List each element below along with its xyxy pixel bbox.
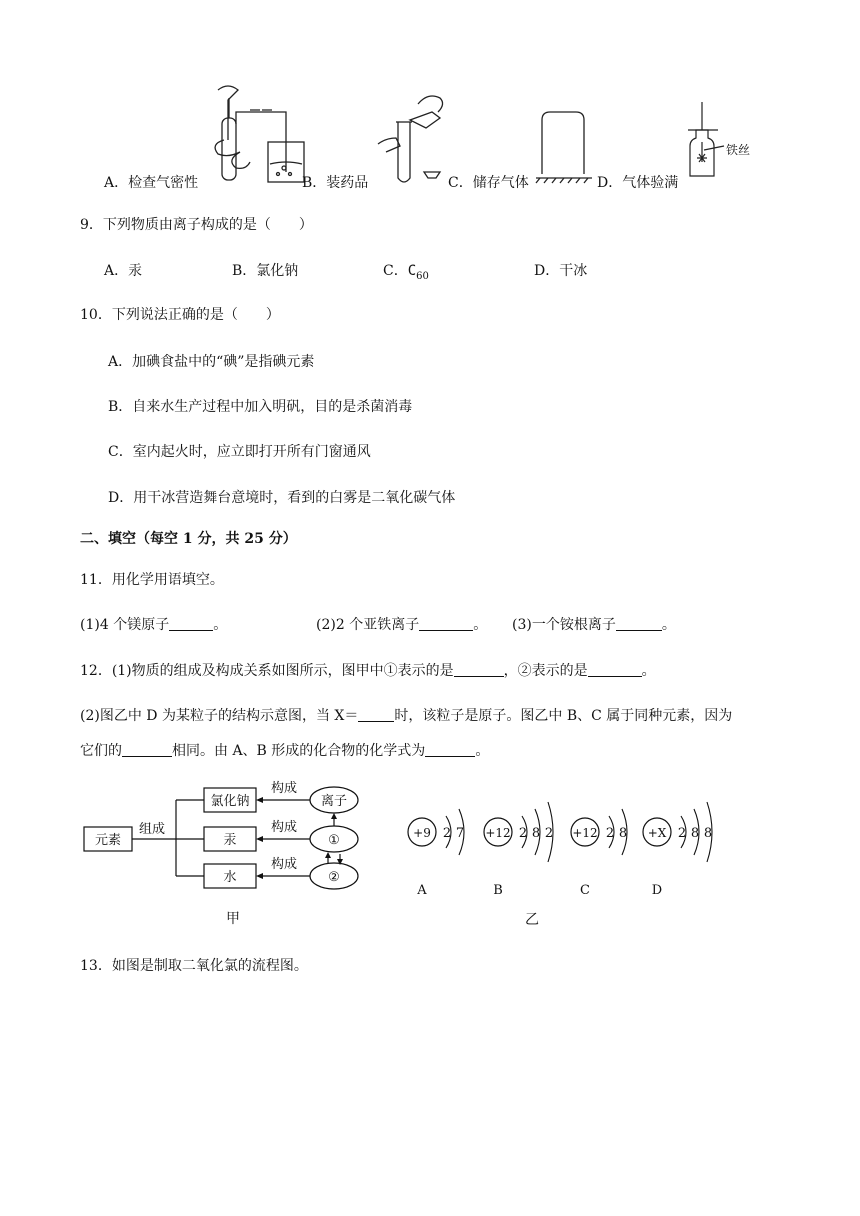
q11-part-2 xyxy=(316,614,487,634)
q8-option-b xyxy=(302,172,368,192)
particle-2: ② xyxy=(328,870,340,885)
diagram-yi xyxy=(380,780,740,930)
q12-text: ，②表示的是 xyxy=(503,663,588,679)
atom-structure-B xyxy=(484,802,553,898)
q10-stem: 10．下列说法正确的是（ ） xyxy=(80,307,280,323)
atom-label: D xyxy=(651,883,663,898)
q11-part-1 xyxy=(80,614,227,634)
answer-blank[interactable] xyxy=(588,662,642,677)
electron-count: 8 xyxy=(690,826,700,841)
compose-label: 组成 xyxy=(138,822,166,837)
q10-option-a: A．加碘食盐中的“碘”是指碘元素 xyxy=(108,354,315,370)
nucleus-charge: +9 xyxy=(413,826,431,840)
electron-count: 2 xyxy=(442,826,452,841)
atom-label: B xyxy=(493,883,503,898)
q11-part-3 xyxy=(512,614,676,634)
option-letter: D． xyxy=(534,263,560,279)
q12-text: 12．(1)物质的组成及构成关系如图所示，图甲中①表示的是 xyxy=(80,663,454,679)
option-text: 气体验满 xyxy=(622,175,679,191)
particle-1: ① xyxy=(328,833,340,848)
option-letter: C． xyxy=(448,175,473,191)
option-text: 汞 xyxy=(128,263,143,279)
iron-wire-label: 铁丝 xyxy=(726,143,751,157)
electron-count: 2 xyxy=(518,826,528,841)
caption-jia: 甲 xyxy=(226,911,240,927)
constitute-label: 构成 xyxy=(270,781,298,796)
q10-option-d: D．用干冰营造舞台意境时，看到的白雾是二氧化碳气体 xyxy=(108,490,456,506)
part-text: (3)一个铵根离子 xyxy=(512,617,616,633)
q10-option-c: C．室内起火时，应立即打开所有门窗通风 xyxy=(108,444,371,460)
gas-storage-bottle-figure xyxy=(536,112,592,183)
option-letter: A． xyxy=(104,175,129,191)
q11-stem: 11．用化学用语填空。 xyxy=(80,572,224,588)
q12-text: 。 xyxy=(641,663,656,679)
atom-structure-A xyxy=(408,809,464,898)
q9-option-a xyxy=(104,260,142,280)
option-subscript: 60 xyxy=(416,270,429,282)
substance-nacl: 氯化钠 xyxy=(210,794,250,809)
electron-count: 8 xyxy=(703,826,713,841)
electron-count: 7 xyxy=(455,826,465,841)
q12-text: 相同。由 A、B 形成的化合物的化学式为 xyxy=(172,743,426,759)
electron-count: 8 xyxy=(531,826,541,841)
punct: 。 xyxy=(473,617,488,633)
q9-stem: 9．下列物质由离子构成的是（ ） xyxy=(80,217,313,233)
q8-option-d xyxy=(597,172,678,192)
option-letter: C． xyxy=(383,263,408,279)
loading-powder-figure xyxy=(378,96,443,182)
section-title: 二、填空（每空 1 分，共 25 分） xyxy=(80,531,297,547)
diagram-jia xyxy=(0,770,400,930)
option-text: C xyxy=(407,263,417,279)
q12-text: 它们的 xyxy=(80,743,122,759)
q12-text: 时，该粒子是原子。图乙中 B、C 属于同种元素，因为 xyxy=(394,708,733,724)
q13-stem: 13．如图是制取二氧化氯的流程图。 xyxy=(80,958,308,974)
answer-blank[interactable] xyxy=(425,742,475,757)
electron-count: 8 xyxy=(618,826,628,841)
atom-structure-D xyxy=(643,802,712,898)
airtightness-check-figure xyxy=(215,86,304,182)
answer-blank[interactable] xyxy=(122,742,172,757)
answer-blank[interactable] xyxy=(419,616,473,631)
punct: 。 xyxy=(661,617,676,633)
q12-part-1 xyxy=(80,660,656,680)
constitute-label: 构成 xyxy=(270,857,298,872)
q12-part-2-line-1 xyxy=(80,705,732,725)
q10-option-b: B．自来水生产过程中加入明矾，目的是杀菌消毒 xyxy=(108,399,413,415)
option-text: 装药品 xyxy=(326,175,369,191)
atom-structure-C xyxy=(571,809,627,898)
atom-label: A xyxy=(417,883,427,898)
electron-count: 2 xyxy=(605,826,615,841)
answer-blank[interactable] xyxy=(358,707,394,722)
electron-count: 2 xyxy=(544,826,554,841)
particle-ion: 离子 xyxy=(320,794,348,809)
part-text: (1)4 个镁原子 xyxy=(80,617,170,633)
option-text: 干冰 xyxy=(559,263,588,279)
q12-text: 。 xyxy=(475,743,490,759)
answer-blank[interactable] xyxy=(454,662,504,677)
nucleus-charge: +X xyxy=(647,826,667,840)
answer-blank[interactable] xyxy=(169,616,213,631)
answer-blank[interactable] xyxy=(616,616,662,631)
q12-part-2-line-2 xyxy=(80,740,489,760)
q8-option-a xyxy=(104,172,198,192)
substance-water: 水 xyxy=(223,870,237,885)
q8-option-c xyxy=(448,172,529,192)
atom-label: C xyxy=(580,883,590,898)
constitute-label: 构成 xyxy=(270,820,298,835)
option-text: 检查气密性 xyxy=(128,175,199,191)
option-text: 储存气体 xyxy=(472,175,529,191)
electron-count: 2 xyxy=(677,826,687,841)
option-letter: D． xyxy=(597,175,623,191)
option-text: 氯化钠 xyxy=(256,263,299,279)
part-text: (2)2 个亚铁离子 xyxy=(316,617,420,633)
iron-wire-bottle-figure xyxy=(688,102,724,176)
nucleus-charge: +12 xyxy=(485,826,511,840)
caption-yi: 乙 xyxy=(525,912,539,928)
option-letter: A． xyxy=(104,263,129,279)
element-label: 元素 xyxy=(94,833,122,848)
q9-option-b xyxy=(232,260,298,280)
nucleus-charge: +12 xyxy=(572,826,598,840)
substance-mercury: 汞 xyxy=(223,833,237,848)
option-letter: B． xyxy=(302,175,327,191)
q9-option-d xyxy=(534,260,587,280)
q12-text: (2)图乙中 D 为某粒子的结构示意图，当 X＝ xyxy=(80,708,359,724)
option-letter: B． xyxy=(232,263,257,279)
punct: 。 xyxy=(213,617,228,633)
q9-option-c xyxy=(383,260,429,282)
